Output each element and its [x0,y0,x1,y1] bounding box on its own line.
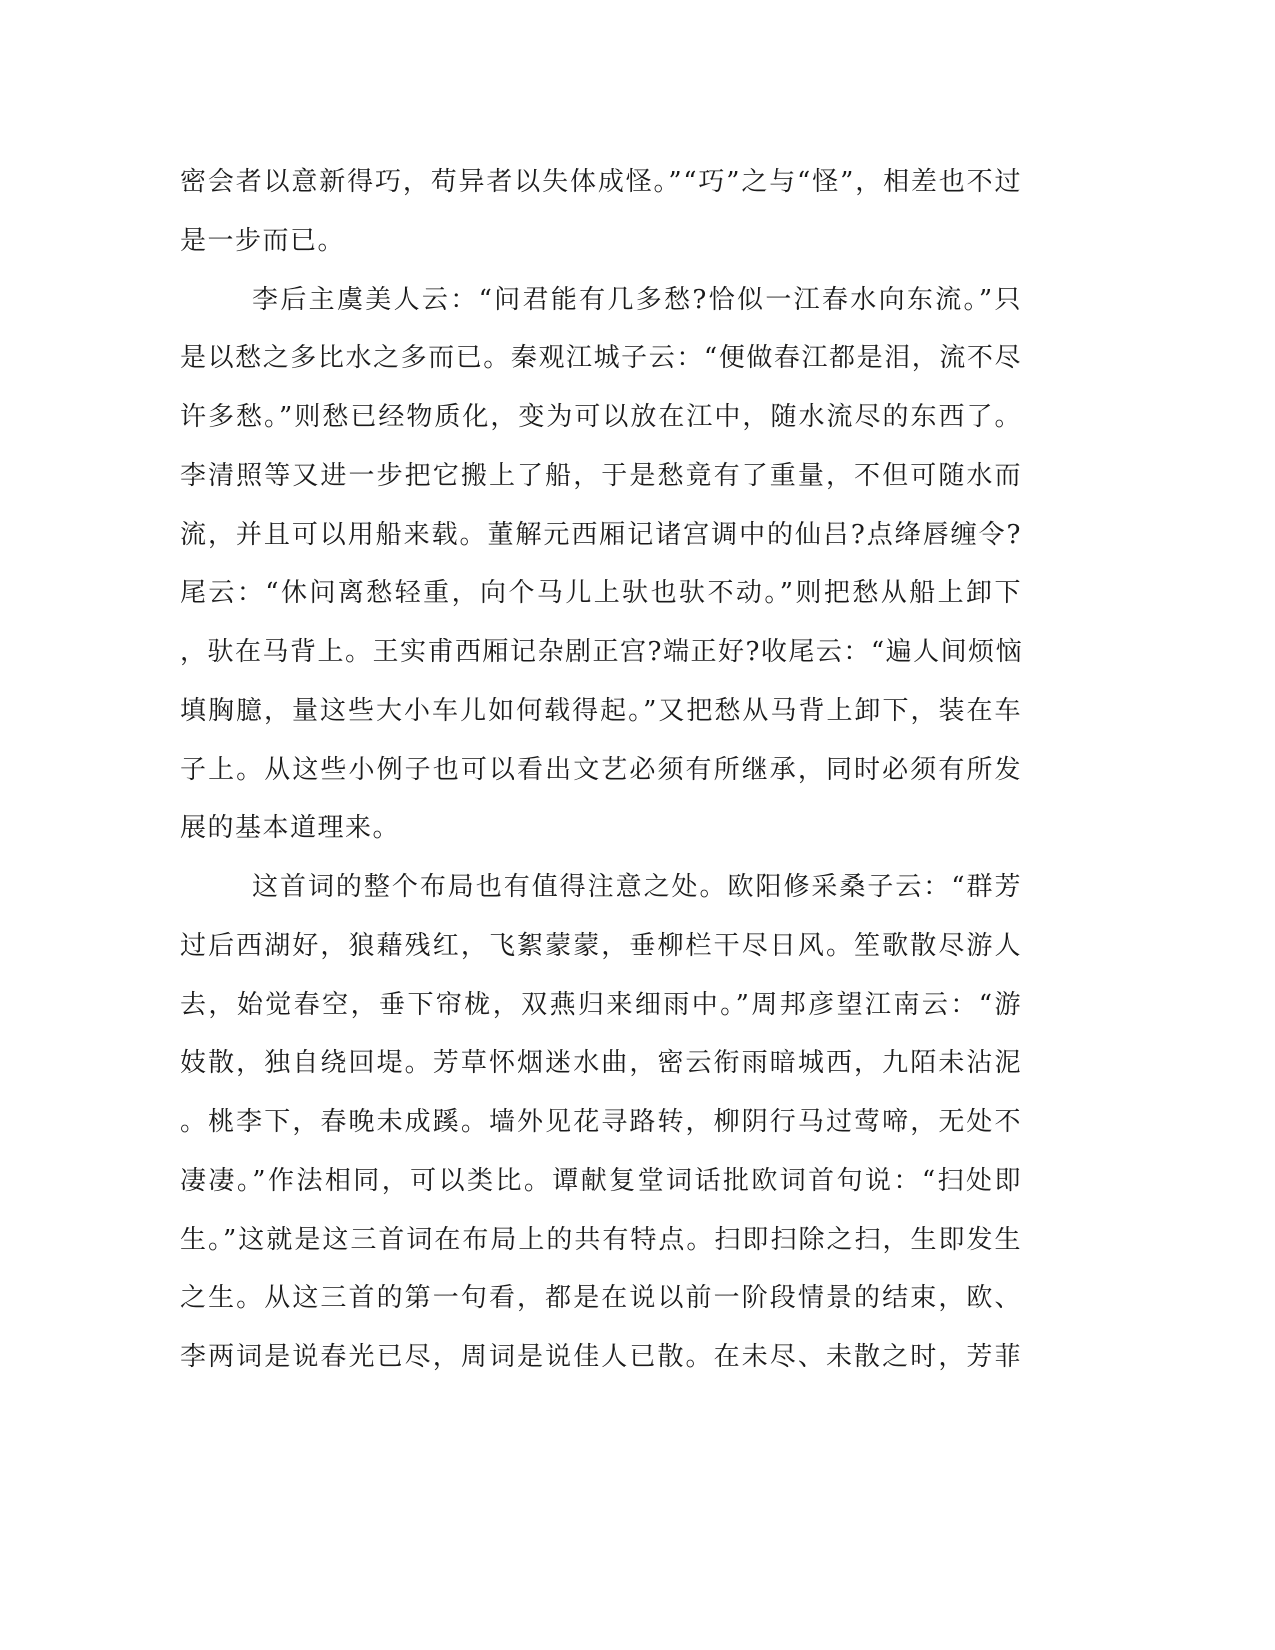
text-line: 李清照等又进一步把它搬上了船，于是愁竟有了重量，不但可随水而 [180,460,1022,491]
text-line: 是一步而已。 [180,225,346,256]
text-line: 流，并且可以用船来载。董解元西厢记诸宫调中的仙吕?点绛唇缠令? [180,519,1022,550]
text-line: ，驮在马背上。王实甫西厢记杂剧正宫?端正好?收尾云：“遍人间烦恼 [180,637,1024,667]
text-line: 填胸臆，量这些大小车儿如何载得起。”又把愁从马背上卸下，装在车 [180,695,1022,726]
paragraph-3 [180,858,1022,1387]
text-line: 生。”这就是这三首词在布局上的共有特点。扫即扫除之扫，生即发生 [180,1224,1022,1255]
body-text [180,153,1022,1387]
text-line: 。桃李下，春晚未成蹊。墙外见花寻路转，柳阴行马过莺啼，无处不 [180,1107,1022,1137]
text-line: 去，始觉春空，垂下帘栊，双燕归来细雨中。”周邦彦望江南云：“游 [180,989,1022,1020]
text-line: 展的基本道理来。 [180,813,401,844]
text-line: 子上。从这些小例子也可以看出文艺必须有所继承，同时必须有所发 [180,754,1022,785]
paragraph-2 [180,271,1022,859]
text-line: 尾云：“休问离愁轻重，向个马儿上驮也驮不动。”则把愁从船上卸下 [180,578,1022,609]
text-line: 李两词是说春光已尽，周词是说佳人已散。在未尽、未散之时，芳菲 [180,1342,1022,1372]
text-line: 密会者以意新得巧，苟异者以失体成怪。”“巧”之与“怪”，相差也不过 [180,167,1022,197]
text-line: 这首词的整个布局也有值得注意之处。欧阳修采桑子云：“群芳 [252,872,1022,902]
text-line: 李后主虞美人云：“问君能有几多愁?恰似一江春水向东流。”只 [252,284,1022,315]
text-line: 许多愁。”则愁已经物质化，变为可以放在江中，随水流尽的东西了。 [180,402,1022,432]
text-line: 妓散，独自绕回堤。芳草怀烟迷水曲，密云衔雨暗城西，九陌未沾泥 [180,1048,1022,1079]
text-line: 之生。从这三首的第一句看，都是在说以前一阶段情景的结束，欧、 [180,1283,1022,1314]
text-line: 凄凄。”作法相同，可以类比。谭献复堂词话批欧词首句说：“扫处即 [180,1165,1022,1196]
text-line: 是以愁之多比水之多而已。秦观江城子云：“便做春江都是泪，流不尽 [180,343,1022,374]
text-line: 过后西湖好，狼藉残红，飞絮蒙蒙，垂柳栏干尽日风。笙歌散尽游人 [180,930,1022,961]
paragraph-1 [180,153,1022,271]
